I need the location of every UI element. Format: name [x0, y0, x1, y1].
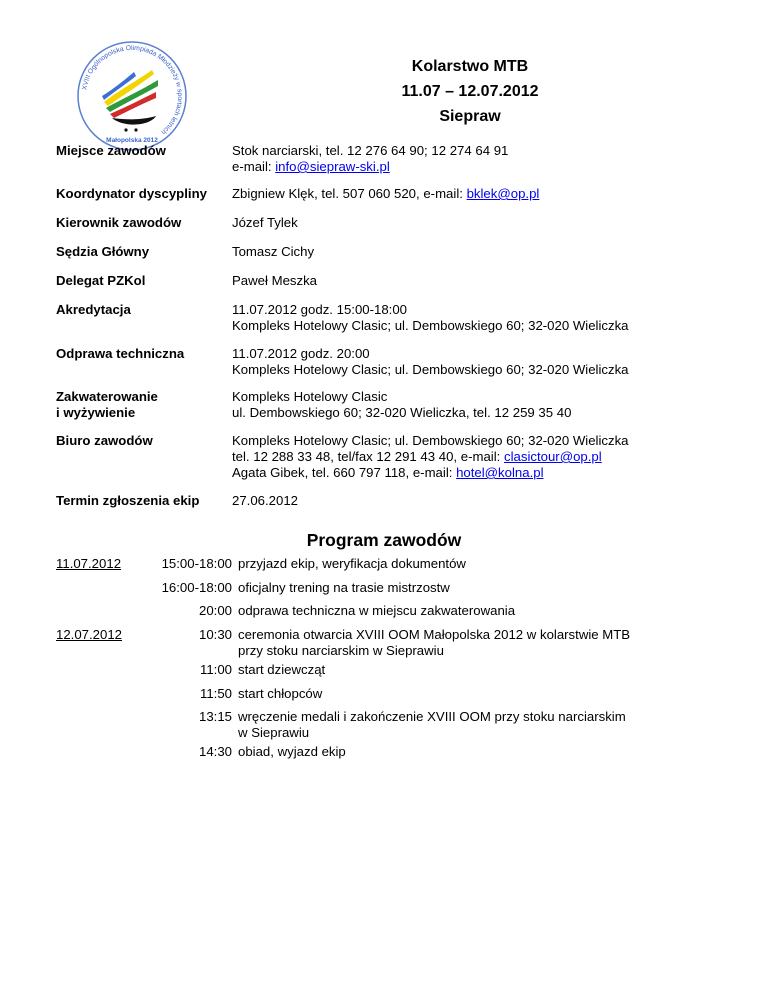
info-label: Kierownik zawodów [56, 215, 182, 230]
program-desc-line: oficjalny trening na trasie mistrzostw [238, 580, 450, 595]
info-value-line: 11.07.2012 godz. 20:00 [232, 346, 370, 361]
info-value-line: Stok narciarski, tel. 12 276 64 90; 12 274 64 91 [232, 143, 509, 158]
info-label: Biuro zawodów [56, 433, 153, 448]
info-value [232, 186, 702, 202]
value-text: Zbigniew Klęk, tel. 507 060 520, e-mail: [232, 186, 467, 201]
program-time: 11:00 [199, 662, 232, 677]
info-label-line: Zakwaterowanie [56, 389, 158, 404]
info-label: Odprawa techniczna [56, 346, 185, 361]
info-value-line [232, 159, 702, 175]
info-label: Termin zgłoszenia ekip [56, 493, 200, 508]
info-value-line: 11.07.2012 godz. 15:00-18:00 [232, 302, 408, 317]
info-value-line: Tomasz Cichy [232, 244, 315, 259]
email-link[interactable]: clasictour@op.pl [504, 449, 602, 464]
info-value-line: ul. Dembowskiego 60; 32-020 Wieliczka, tel. 12 259 35 40 [232, 405, 572, 420]
program-desc [238, 744, 698, 760]
program-desc-line: odprawa techniczna w miejscu zakwaterowania [238, 603, 516, 618]
event-dates: 11.07 – 12.07.2012 [401, 83, 539, 100]
info-value [232, 389, 702, 421]
program-time: 14:30 [198, 744, 232, 759]
program-time: 10:30 [198, 627, 232, 642]
info-value-line: Kompleks Hotelowy Clasic; ul. Dembowskiego 60; 32-020 Wieliczka [232, 433, 629, 448]
value-text: Agata Gibek, tel. 660 797 118, e-mail: [232, 465, 457, 480]
info-value [232, 215, 702, 231]
info-value-line: 27.06.2012 [232, 493, 299, 508]
value-text: tel. 12 288 33 48, tel/fax 12 291 43 40, e-mail: [232, 449, 504, 464]
info-value-line [232, 449, 702, 465]
info-value [232, 346, 702, 378]
program-desc [238, 603, 698, 619]
program-desc-line: ceremonia otwarcia XVIII OOM Małopolska 2012 w kolarstwie MTB [238, 627, 631, 642]
program-desc [238, 580, 698, 596]
email-link[interactable]: bklek@op.pl [466, 186, 540, 201]
program-desc [238, 686, 698, 702]
program-desc-line: obiad, wyjazd ekip [238, 744, 346, 759]
program-desc-line: wręczenie medali i zakończenie XVIII OOM przy stoku narciarskim [238, 709, 626, 724]
info-value-line: Kompleks Hotelowy Clasic; ul. Dembowskiego 60; 32-020 Wieliczka [232, 362, 629, 377]
info-value-line [232, 465, 702, 481]
program-desc [238, 709, 698, 741]
info-value [232, 493, 702, 509]
info-label: Sędzia Główny [56, 244, 150, 259]
info-value-line: Kompleks Hotelowy Clasic; ul. Dembowskiego 60; 32-020 Wieliczka [232, 318, 629, 333]
program-desc [238, 662, 698, 678]
program-time: 16:00-18:00 [161, 580, 232, 595]
program-desc-line: start chłopców [238, 686, 323, 701]
program-time: 11:50 [199, 686, 232, 701]
info-label [56, 389, 226, 421]
program-date: 11.07.2012 [56, 556, 122, 571]
info-label-line: i wyżywienie [56, 405, 136, 420]
program-desc [238, 627, 698, 659]
info-value [232, 433, 702, 481]
olympiad-logo [72, 36, 192, 156]
program-time: 13:15 [198, 709, 232, 724]
program-time: 20:00 [198, 603, 232, 618]
program-date: 12.07.2012 [56, 627, 123, 642]
info-label: Akredytacja [56, 302, 131, 317]
program-desc [238, 556, 698, 572]
program-desc-line: przy stoku narciarskim w Sieprawiu [238, 643, 444, 658]
info-value-line: Kompleks Hotelowy Clasic [232, 389, 388, 404]
email-link[interactable]: info@siepraw-ski.pl [275, 159, 390, 174]
info-label: Delegat PZKol [56, 273, 146, 288]
program-title: Program zawodów [306, 530, 462, 550]
info-value-line: Paweł Meszka [232, 273, 318, 288]
email-link[interactable]: hotel@kolna.pl [456, 465, 544, 480]
info-label: Miejsce zawodów [56, 143, 166, 158]
info-value-line: Józef Tylek [232, 215, 298, 230]
info-value [232, 143, 702, 175]
svg-text:XVIII Ogólnopolska Olimpiada M: XVIII Ogólnopolska Olimpiada Młodzieży w sportach letnich [81, 44, 184, 136]
document-header [330, 54, 610, 129]
discipline-title: Kolarstwo MTB [411, 58, 529, 75]
info-value [232, 244, 702, 260]
event-location: Siepraw [439, 108, 501, 125]
email-prefix: e-mail: [232, 159, 276, 174]
info-label: Koordynator dyscypliny [56, 186, 207, 201]
program-desc-line: start dziewcząt [238, 662, 326, 677]
program-desc-line: w Sieprawiu [238, 725, 310, 740]
info-value-line [232, 186, 702, 202]
logo-caption: Małopolska 2012 [106, 137, 158, 144]
info-value [232, 302, 702, 334]
program-time: 15:00-18:00 [161, 556, 232, 571]
info-value [232, 273, 702, 289]
program-desc-line: przyjazd ekip, weryfikacja dokumentów [238, 556, 466, 571]
logo-emblem [72, 36, 192, 156]
